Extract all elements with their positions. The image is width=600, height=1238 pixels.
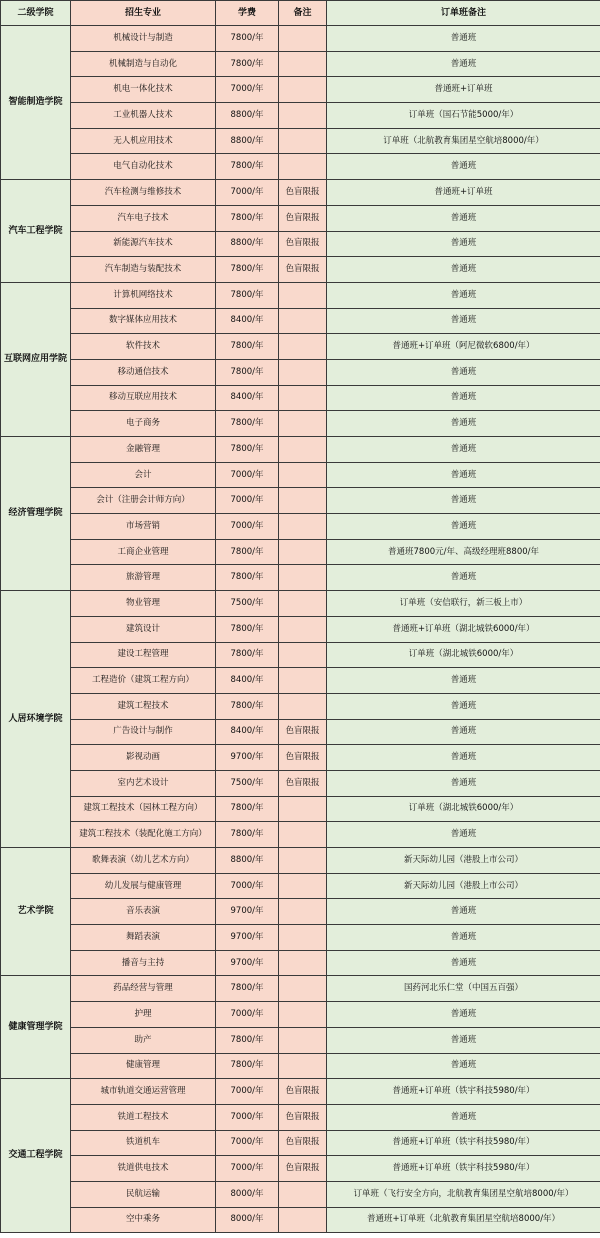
major-name: 会计（注册会计师方向） <box>71 488 216 514</box>
table-row <box>1 539 600 565</box>
college-name: 健康管理学院 <box>1 976 71 1079</box>
order-class-note: 普通班+订单班（湖北城铁6000/年） <box>327 616 600 642</box>
header-fee: 学费 <box>216 1 279 26</box>
major-name: 计算机网络技术 <box>71 282 216 308</box>
order-class-note: 普通班 <box>327 205 600 231</box>
table-row <box>1 514 600 540</box>
tuition-fee: 8800/年 <box>216 848 279 874</box>
table-row <box>1 616 600 642</box>
major-name: 建设工程管理 <box>71 642 216 668</box>
table-row <box>1 565 600 591</box>
remark-note: 色盲限报 <box>279 231 327 257</box>
order-class-note: 普通班7800元/年、高级经理班8800/年 <box>327 539 600 565</box>
remark-note <box>279 282 327 308</box>
order-class-note: 普通班+订单班（北航教育集团星空航培8000/年） <box>327 1207 600 1233</box>
tuition-fee: 7800/年 <box>216 1053 279 1079</box>
order-class-note: 新天际幼儿园（港股上市公司） <box>327 848 600 874</box>
tuition-fee: 7000/年 <box>216 873 279 899</box>
major-name: 舞蹈表演 <box>71 925 216 951</box>
table-row <box>1 899 600 925</box>
remark-note <box>279 411 327 437</box>
table-row <box>1 51 600 77</box>
remark-note <box>279 1181 327 1207</box>
remark-note <box>279 437 327 463</box>
table-row <box>1 1027 600 1053</box>
remark-note <box>279 1002 327 1028</box>
tuition-fee: 7800/年 <box>216 437 279 463</box>
tuition-fee: 8400/年 <box>216 668 279 694</box>
order-class-note: 订单班（湖北城铁6000/年） <box>327 642 600 668</box>
order-class-note: 新天际幼儿园（港股上市公司） <box>327 873 600 899</box>
major-name: 药品经营与管理 <box>71 976 216 1002</box>
major-name: 金融管理 <box>71 437 216 463</box>
order-class-note: 普通班+订单班（铁宇科技5980/年） <box>327 1130 600 1156</box>
order-class-note: 普通班 <box>327 1027 600 1053</box>
major-name: 建筑工程技术 <box>71 693 216 719</box>
table-row <box>1 745 600 771</box>
remark-note <box>279 359 327 385</box>
table-row <box>1 1053 600 1079</box>
header-college: 二级学院 <box>1 1 71 26</box>
major-name: 工商企业管理 <box>71 539 216 565</box>
table-row <box>1 308 600 334</box>
remark-note <box>279 128 327 154</box>
major-name: 汽车检测与维修技术 <box>71 180 216 206</box>
tuition-fee: 7800/年 <box>216 976 279 1002</box>
table-row <box>1 1104 600 1130</box>
college-name: 艺术学院 <box>1 848 71 976</box>
remark-note: 色盲限报 <box>279 1104 327 1130</box>
tuition-fee: 7800/年 <box>216 616 279 642</box>
remark-note <box>279 873 327 899</box>
tuition-fee: 7000/年 <box>216 77 279 103</box>
order-class-note: 普通班 <box>327 565 600 591</box>
major-name: 影视动画 <box>71 745 216 771</box>
remark-note <box>279 950 327 976</box>
tuition-fee: 7800/年 <box>216 411 279 437</box>
order-class-note: 普通班+订单班（阿尼微软6800/年） <box>327 334 600 360</box>
header-note: 备注 <box>279 1 327 26</box>
tuition-fee: 9700/年 <box>216 950 279 976</box>
table-row <box>1 231 600 257</box>
major-name: 建筑设计 <box>71 616 216 642</box>
major-name: 音乐表演 <box>71 899 216 925</box>
major-name: 歌舞表演（幼儿艺术方向） <box>71 848 216 874</box>
order-class-note: 普通班 <box>327 822 600 848</box>
major-name: 新能源汽车技术 <box>71 231 216 257</box>
table-row <box>1 26 600 52</box>
order-class-note: 普通班 <box>327 950 600 976</box>
tuition-fee: 7800/年 <box>216 334 279 360</box>
tuition-fee: 9700/年 <box>216 925 279 951</box>
order-class-note: 普通班 <box>327 488 600 514</box>
major-name: 市场营销 <box>71 514 216 540</box>
table-row <box>1 385 600 411</box>
tuition-fee: 7000/年 <box>216 1104 279 1130</box>
remark-note: 色盲限报 <box>279 205 327 231</box>
remark-note <box>279 565 327 591</box>
major-name: 工业机器人技术 <box>71 103 216 129</box>
major-name: 城市轨道交通运营管理 <box>71 1079 216 1105</box>
table-row <box>1 77 600 103</box>
tuition-fee: 7500/年 <box>216 770 279 796</box>
tuition-fee: 7000/年 <box>216 1079 279 1105</box>
tuition-fee: 7800/年 <box>216 1027 279 1053</box>
table-row <box>1 796 600 822</box>
order-class-note: 普通班+订单班 <box>327 77 600 103</box>
table-row <box>1 1002 600 1028</box>
order-class-note: 普通班 <box>327 462 600 488</box>
remark-note <box>279 26 327 52</box>
major-name: 铁道机车 <box>71 1130 216 1156</box>
remark-note: 色盲限报 <box>279 1156 327 1182</box>
order-class-note: 普通班+订单班 <box>327 180 600 206</box>
tuition-fee: 7800/年 <box>216 257 279 283</box>
college-name: 智能制造学院 <box>1 26 71 180</box>
remark-note <box>279 1053 327 1079</box>
remark-note <box>279 334 327 360</box>
major-name: 建筑工程技术（园林工程方向） <box>71 796 216 822</box>
order-class-note: 普通班 <box>327 668 600 694</box>
major-name: 电气自动化技术 <box>71 154 216 180</box>
remark-note <box>279 822 327 848</box>
header-order: 订单班备注 <box>327 1 600 26</box>
tuition-fee: 8800/年 <box>216 103 279 129</box>
table-row <box>1 976 600 1002</box>
table-row <box>1 180 600 206</box>
order-class-note: 普通班 <box>327 282 600 308</box>
tuition-fee: 7800/年 <box>216 205 279 231</box>
tuition-fee: 9700/年 <box>216 899 279 925</box>
major-name: 铁道供电技术 <box>71 1156 216 1182</box>
tuition-fee: 9700/年 <box>216 745 279 771</box>
remark-note <box>279 539 327 565</box>
tuition-fee: 8800/年 <box>216 128 279 154</box>
table-row <box>1 411 600 437</box>
remark-note <box>279 1207 327 1233</box>
remark-note <box>279 77 327 103</box>
major-name: 汽车电子技术 <box>71 205 216 231</box>
order-class-note: 普通班 <box>327 411 600 437</box>
order-class-note: 普通班 <box>327 51 600 77</box>
table-row <box>1 770 600 796</box>
order-class-note: 订单班（国石节能5000/年） <box>327 103 600 129</box>
order-class-note: 普通班 <box>327 359 600 385</box>
major-name: 铁道工程技术 <box>71 1104 216 1130</box>
table-row <box>1 359 600 385</box>
table-row <box>1 591 600 617</box>
order-class-note: 普通班 <box>327 899 600 925</box>
major-name: 机械设计与制造 <box>71 26 216 52</box>
tuition-fee: 8400/年 <box>216 719 279 745</box>
tuition-fee: 7000/年 <box>216 514 279 540</box>
tuition-fee: 7000/年 <box>216 462 279 488</box>
remark-note <box>279 462 327 488</box>
remark-note: 色盲限报 <box>279 770 327 796</box>
major-name: 会计 <box>71 462 216 488</box>
major-name: 移动通信技术 <box>71 359 216 385</box>
table-row <box>1 668 600 694</box>
order-class-note: 普通班 <box>327 437 600 463</box>
major-name: 移动互联应用技术 <box>71 385 216 411</box>
tuition-fee: 7800/年 <box>216 154 279 180</box>
major-name: 工程造价（建筑工程方向） <box>71 668 216 694</box>
college-name: 交通工程学院 <box>1 1079 71 1233</box>
table-row <box>1 642 600 668</box>
header-row <box>1 1 600 26</box>
table-row <box>1 719 600 745</box>
major-name: 健康管理 <box>71 1053 216 1079</box>
major-name: 软件技术 <box>71 334 216 360</box>
table-row <box>1 1207 600 1233</box>
remark-note <box>279 514 327 540</box>
tuition-fee: 7800/年 <box>216 693 279 719</box>
tuition-fee: 8800/年 <box>216 231 279 257</box>
order-class-note: 订单班（安信联行，新三板上市） <box>327 591 600 617</box>
remark-note: 色盲限报 <box>279 257 327 283</box>
order-class-note: 普通班 <box>327 1002 600 1028</box>
major-name: 机械制造与自动化 <box>71 51 216 77</box>
order-class-note: 普通班 <box>327 925 600 951</box>
tuition-fee: 8400/年 <box>216 308 279 334</box>
order-class-note: 普通班 <box>327 154 600 180</box>
college-name: 人居环境学院 <box>1 591 71 848</box>
table-row <box>1 282 600 308</box>
tuition-fee: 7800/年 <box>216 796 279 822</box>
order-class-note: 普通班 <box>327 257 600 283</box>
major-name: 广告设计与制作 <box>71 719 216 745</box>
table-row <box>1 822 600 848</box>
major-name: 室内艺术设计 <box>71 770 216 796</box>
college-name: 经济管理学院 <box>1 437 71 591</box>
major-name: 播音与主持 <box>71 950 216 976</box>
tuition-fee: 7000/年 <box>216 1130 279 1156</box>
order-class-note: 普通班 <box>327 26 600 52</box>
remark-note <box>279 976 327 1002</box>
table-row <box>1 205 600 231</box>
table-row <box>1 257 600 283</box>
major-name: 空中乘务 <box>71 1207 216 1233</box>
order-class-note: 普通班 <box>327 693 600 719</box>
remark-note <box>279 925 327 951</box>
table-row <box>1 873 600 899</box>
major-name: 无人机应用技术 <box>71 128 216 154</box>
table-row <box>1 1156 600 1182</box>
remark-note <box>279 385 327 411</box>
remark-note <box>279 693 327 719</box>
remark-note <box>279 308 327 334</box>
order-class-note: 普通班+订单班（铁宇科技5980/年） <box>327 1156 600 1182</box>
tuition-fee: 7800/年 <box>216 26 279 52</box>
remark-note: 色盲限报 <box>279 180 327 206</box>
tuition-fee: 7800/年 <box>216 282 279 308</box>
remark-note: 色盲限报 <box>279 745 327 771</box>
header-major: 招生专业 <box>71 1 216 26</box>
remark-note: 色盲限报 <box>279 1079 327 1105</box>
table-row <box>1 693 600 719</box>
remark-note <box>279 51 327 77</box>
table-row <box>1 1130 600 1156</box>
table-row <box>1 334 600 360</box>
major-name: 建筑工程技术（装配化施工方向） <box>71 822 216 848</box>
remark-note <box>279 488 327 514</box>
tuition-fee: 7000/年 <box>216 1002 279 1028</box>
order-class-note: 订单班（湖北城铁6000/年） <box>327 796 600 822</box>
remark-note <box>279 154 327 180</box>
table-row <box>1 103 600 129</box>
order-class-note: 普通班 <box>327 1104 600 1130</box>
table-row <box>1 1181 600 1207</box>
tuition-fee: 7800/年 <box>216 539 279 565</box>
remark-note <box>279 668 327 694</box>
remark-note <box>279 796 327 822</box>
table-row <box>1 462 600 488</box>
order-class-note: 普通班+订单班（铁宇科技5980/年） <box>327 1079 600 1105</box>
table-row <box>1 128 600 154</box>
table-row <box>1 437 600 463</box>
major-name: 幼儿发展与健康管理 <box>71 873 216 899</box>
table-row <box>1 488 600 514</box>
order-class-note: 普通班 <box>327 719 600 745</box>
tuition-fee: 8000/年 <box>216 1181 279 1207</box>
remark-note <box>279 591 327 617</box>
table-row <box>1 950 600 976</box>
remark-note <box>279 642 327 668</box>
table-row <box>1 1079 600 1105</box>
major-name: 旅游管理 <box>71 565 216 591</box>
order-class-note: 普通班 <box>327 770 600 796</box>
table-row <box>1 925 600 951</box>
order-class-note: 普通班 <box>327 1053 600 1079</box>
order-class-note: 普通班 <box>327 308 600 334</box>
tuition-fee: 7800/年 <box>216 822 279 848</box>
major-name: 助产 <box>71 1027 216 1053</box>
major-name: 机电一体化技术 <box>71 77 216 103</box>
table-row <box>1 848 600 874</box>
remark-note <box>279 899 327 925</box>
order-class-note: 订单班（飞行安全方向，北航教育集团星空航培8000/年） <box>327 1181 600 1207</box>
tuition-fee: 7000/年 <box>216 180 279 206</box>
major-name: 汽车制造与装配技术 <box>71 257 216 283</box>
remark-note <box>279 103 327 129</box>
order-class-note: 普通班 <box>327 231 600 257</box>
remark-note <box>279 616 327 642</box>
major-name: 数字媒体应用技术 <box>71 308 216 334</box>
major-name: 护理 <box>71 1002 216 1028</box>
tuition-fee: 7800/年 <box>216 359 279 385</box>
major-name: 民航运输 <box>71 1181 216 1207</box>
major-name: 物业管理 <box>71 591 216 617</box>
remark-note <box>279 848 327 874</box>
order-class-note: 普通班 <box>327 745 600 771</box>
table-body <box>1 26 600 1233</box>
tuition-fee: 7000/年 <box>216 1156 279 1182</box>
remark-note: 色盲限报 <box>279 719 327 745</box>
tuition-fee: 8400/年 <box>216 385 279 411</box>
tuition-fee: 8000/年 <box>216 1207 279 1233</box>
order-class-note: 订单班（北航教育集团星空航培8000/年） <box>327 128 600 154</box>
college-name: 互联网应用学院 <box>1 282 71 436</box>
order-class-note: 国药河北乐仁堂（中国五百强） <box>327 976 600 1002</box>
order-class-note: 普通班 <box>327 385 600 411</box>
tuition-fee: 7800/年 <box>216 565 279 591</box>
tuition-fee: 7000/年 <box>216 488 279 514</box>
major-name: 电子商务 <box>71 411 216 437</box>
order-class-note: 普通班 <box>327 514 600 540</box>
tuition-fee: 7800/年 <box>216 642 279 668</box>
tuition-fee: 7500/年 <box>216 591 279 617</box>
remark-note <box>279 1027 327 1053</box>
table-row <box>1 154 600 180</box>
tuition-fee: 7800/年 <box>216 51 279 77</box>
remark-note: 色盲限报 <box>279 1130 327 1156</box>
college-name: 汽车工程学院 <box>1 180 71 283</box>
